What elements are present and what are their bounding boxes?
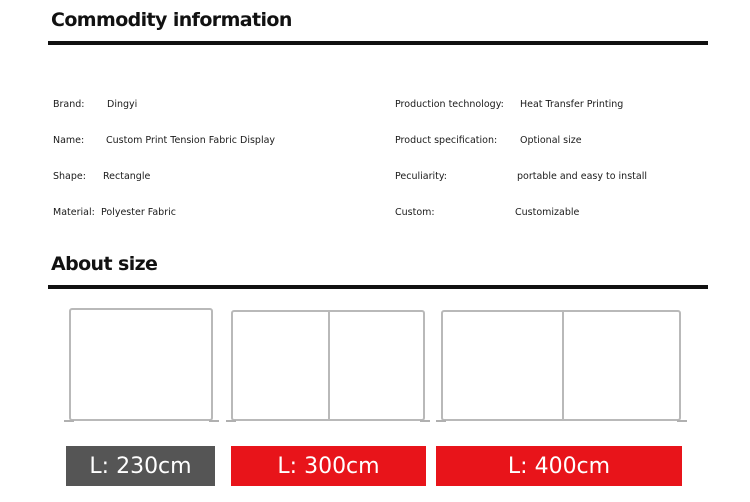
frame-foot: [209, 420, 219, 422]
spec-label: Production technology:: [395, 99, 504, 110]
spec-value: Customizable: [515, 207, 580, 218]
frame-foot: [436, 420, 446, 422]
spec-label: Shape:: [53, 171, 86, 182]
spec-label: Name:: [53, 135, 85, 146]
frame-foot: [420, 420, 430, 422]
spec-value: portable and easy to install: [517, 171, 647, 182]
frame-panel-divider: [562, 312, 564, 419]
commodity-section-title: Commodity information: [51, 9, 292, 31]
size-label-230cm: L: 230cm: [66, 446, 215, 486]
spec-label: Brand:: [53, 99, 85, 110]
spec-label: Material:: [53, 207, 95, 218]
spec-value: Optional size: [520, 135, 582, 146]
size-label-400cm: L: 400cm: [436, 446, 682, 486]
size-section-title: About size: [51, 253, 158, 275]
spec-value: Custom Print Tension Fabric Display: [106, 135, 276, 146]
spec-label: Peculiarity:: [395, 171, 447, 182]
frame-foot: [226, 420, 236, 422]
display-frame-230cm: [69, 308, 213, 421]
spec-label: Product specification:: [395, 135, 498, 146]
display-frame-400cm: [441, 310, 681, 421]
display-frame-300cm: [231, 310, 425, 421]
frame-panel-divider: [328, 312, 330, 419]
spec-label: Custom:: [395, 207, 435, 218]
spec-value: Rectangle: [103, 171, 151, 182]
frame-foot: [677, 420, 687, 422]
section-divider: [48, 41, 708, 45]
spec-value: Polyester Fabric: [101, 207, 176, 218]
frame-foot: [64, 420, 74, 422]
size-label-300cm: L: 300cm: [231, 446, 426, 486]
spec-value: Dingyi: [107, 99, 138, 110]
spec-value: Heat Transfer Printing: [520, 99, 624, 110]
section-divider: [48, 285, 708, 289]
